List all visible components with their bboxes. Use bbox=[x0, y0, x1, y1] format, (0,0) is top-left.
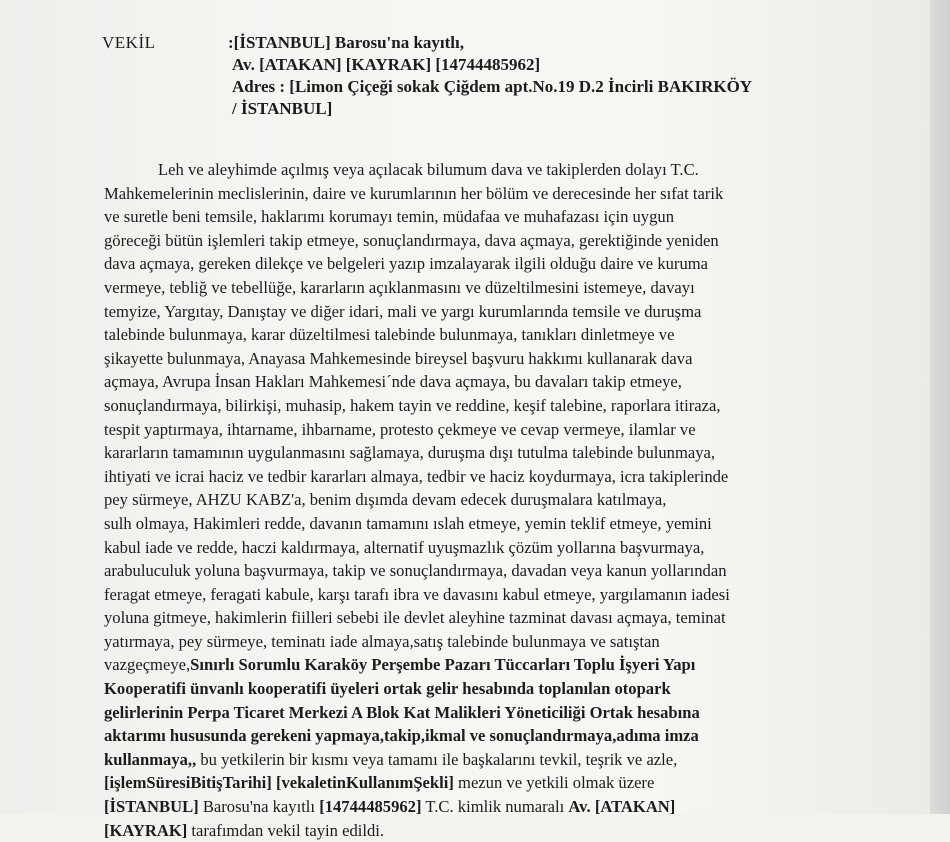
body-line: yoluna gitmeye, hakimlerin fiilleri sebebi ile devlet aleyhine tazminat davası açmaya, teminat bbox=[104, 608, 726, 628]
body-line: ihtiyati ve icrai haciz ve tedbir kararları almaya, tedbir ve haciz koydurmaya, icra takiplerinde bbox=[104, 466, 729, 486]
body-line: Mahkemelerinin meclislerinin, daire ve kurumlarının her bölüm ve derecesinde her sıfat tarik bbox=[104, 183, 724, 203]
body-line: vermeye, tebliğ ve tebellüğe, kararların açıklanmasını ve düzeltilmesini istemeye, davayı bbox=[104, 277, 695, 297]
attorney-first-name-bold: Av. [ATAKAN] bbox=[568, 797, 676, 817]
bold-text-segment: gelirlerinin Perpa Ticaret Merkezi A Blok Kat Malikleri Yöneticiliği Ortak hesabına bbox=[104, 702, 700, 722]
body-line bbox=[104, 748, 816, 772]
body-line bbox=[104, 795, 816, 819]
body-line: kararların tamamının uygulanmasını sağlamaya, duruşma dışı tutulma talebinde bulunmaya, bbox=[104, 443, 716, 463]
power-of-attorney-body bbox=[104, 158, 816, 842]
body-line: tespit yaptırmaya, ihtarname, ihbarname, protesto çekmeye ve cevap vermeye, ilamlar ve bbox=[104, 419, 696, 439]
body-line: sulh olmaya, Hakimleri redde, davanın tamamını ıslah etmeye, yemin teklif etmeye, yemini bbox=[104, 513, 712, 533]
body-line: kabul iade ve redde, haczi kaldırmaya, alternatif uyuşmazlık çözüm yollarına başvurmaya, bbox=[104, 537, 705, 557]
attorney-name-line: Av. [ATAKAN] [KAYRAK] [14744485962] bbox=[232, 55, 541, 74]
placeholder-fields-bold: [işlemSüresiBitişTarihi] [vekaletinKullanımŞekli] bbox=[104, 773, 454, 793]
body-line bbox=[104, 701, 816, 725]
body-line bbox=[104, 677, 816, 701]
bold-text-segment: Kooperatifi ünvanlı kooperatifi üyeleri ortak gelir hesabında toplanılan otopark bbox=[104, 679, 671, 699]
body-line: yatırmaya, pey sürmeye, teminatı iade almaya,satış talebinde bulunmaya ve satıştan bbox=[104, 631, 660, 651]
address-city-line: / İSTANBUL] bbox=[232, 99, 333, 118]
address-line: Adres : [Limon Çiçeği sokak Çiğdem apt.No.19 D.2 İncirli BAKIRKÖY bbox=[232, 77, 753, 96]
body-line: Leh ve aleyhimde açılmış veya açılacak bilumum dava ve takiplerden dolayı T.C. bbox=[158, 160, 699, 179]
body-line: temyize, Yargıtay, Danıştay ve diğer idari, mali ve yargı kurumlarında temsile ve duruşma bbox=[104, 301, 702, 321]
body-line: şikayette bulunmaya, Anayasa Mahkemesinde bireysel başvuru hakkımı kullanarak dava bbox=[104, 348, 693, 368]
body-line: sonuçlandırmaya, bilirkişi, muhasip, hakem tayin ve reddine, keşif talebine, raporlara itiraza, bbox=[104, 395, 721, 415]
body-line: ve suretle beni temsile, haklarımı korumayı temin, müdafaa ve muhafazası için uygun bbox=[104, 207, 674, 227]
body-line: dava açmaya, gereken dilekçe ve belgeleri yazıp imzalayarak ilgili olduğu daire ve kuruma bbox=[104, 254, 709, 274]
body-line: açmaya, Avrupa İnsan Hakları Mahkemesi´nde dava açmaya, bu davaları takip etmeye, bbox=[104, 372, 682, 392]
bold-text-segment: kullanmaya,, bbox=[104, 749, 197, 769]
attorney-last-name-bold: [KAYRAK] bbox=[104, 820, 188, 840]
vekil-label: VEKİL bbox=[102, 33, 156, 52]
body-text-segment: tarafımdan vekil tayin edildi. bbox=[187, 820, 385, 840]
page-edge-shadow bbox=[930, 0, 950, 814]
bold-text-segment: aktarımı hususunda gerekeni yapmaya,takip,ikmal ve sonuçlandırmaya,adıma imza bbox=[104, 726, 699, 746]
body-text-segment: mezun ve yetkili olmak üzere bbox=[453, 773, 655, 793]
body-line bbox=[104, 771, 816, 795]
id-number-bold: [14744485962] bbox=[319, 797, 422, 817]
body-line bbox=[104, 724, 816, 748]
body-line: talebinde bulunmaya, karar düzeltilmesi talebinde bulunmaya, tanıkları dinletmeye ve bbox=[104, 325, 675, 345]
body-text-segment: T.C. kimlik numaralı bbox=[421, 797, 569, 817]
body-line bbox=[104, 819, 816, 842]
body-line: göreceği bütün işlemleri takip etmeye, sonuçlandırmaya, dava açmaya, gerektiğinde yeniden bbox=[104, 230, 719, 250]
body-line: pey sürmeye, AHZU KABZ'a, benim dışımda devam edecek duruşmalara katılmaya, bbox=[104, 490, 667, 510]
body-line bbox=[104, 653, 816, 677]
body-text-segment: vazgeçmeye, bbox=[104, 655, 191, 675]
body-line: arabuluculuk yoluna başvurmaya, takip ve sonuçlandırmaya, davadan veya kanun yollarından bbox=[104, 561, 727, 581]
body-text-segment: bu yetkilerin bir kısmı veya tamamı ile başkalarını tevkil, teşrik ve azle, bbox=[196, 749, 678, 769]
bar-registration-line: :[İSTANBUL] Barosu'na kayıtlı, bbox=[228, 33, 464, 52]
body-line: feragat etmeye, feragati kabule, karşı tarafı ibra ve davasını kabul etmeye, yargılamanın iadesi bbox=[104, 584, 730, 604]
body-text-segment: Barosu'na kayıtlı bbox=[198, 797, 320, 817]
bar-city-bold: [İSTANBUL] bbox=[104, 797, 199, 817]
cooperative-name-bold: Sınırlı Sorumlu Karaköy Perşembe Pazarı Tüccarları Toplu İşyeri Yapı bbox=[190, 655, 696, 675]
